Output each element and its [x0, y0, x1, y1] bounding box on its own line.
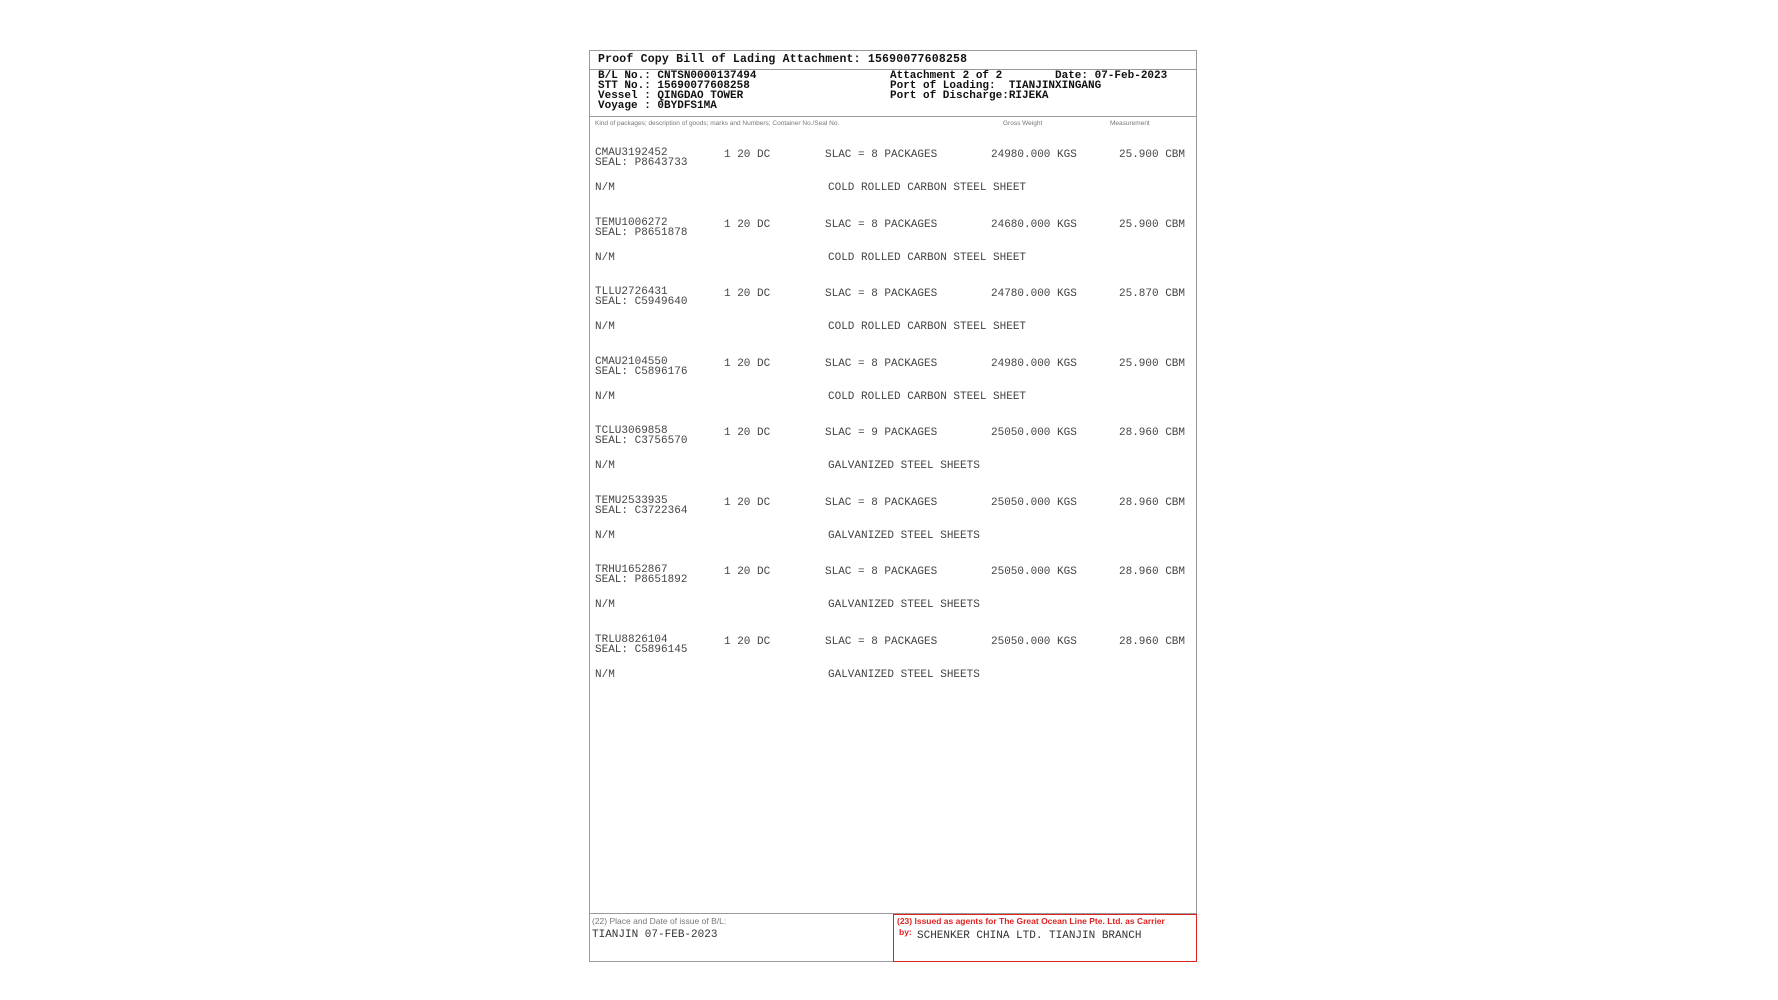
goods-description: COLD ROLLED CARBON STEEL SHEET	[828, 251, 1027, 264]
vessel: Vessel : QINGDAO TOWER	[598, 90, 744, 102]
package-count: SLAC = 8 PACKAGES	[825, 635, 938, 648]
column-header-gross-weight: Gross Weight	[1003, 120, 1043, 127]
title-bar	[590, 51, 1196, 70]
package-count: SLAC = 8 PACKAGES	[825, 149, 938, 161]
column-header-measurement: Measurement	[1110, 120, 1150, 127]
measurement: 28.960 CBM	[1119, 566, 1186, 578]
measurement: 25.900 CBM	[1119, 149, 1186, 161]
by-label: by:	[899, 927, 912, 937]
goods-description: GALVANIZED STEEL SHEETS	[828, 529, 980, 542]
package-count: SLAC = 8 PACKAGES	[825, 218, 938, 231]
marks: N/M	[595, 390, 615, 403]
container-number: CMAU2104550	[595, 355, 668, 368]
marks: N/M	[595, 251, 615, 264]
seal-number: SEAL: C5949640	[595, 296, 688, 308]
marks: N/M	[595, 668, 615, 681]
document-title: Proof Copy Bill of Lading Attachment: 15690077608258	[598, 53, 968, 66]
package-count: SLAC = 8 PACKAGES	[825, 566, 938, 578]
container-number: TRLU8826104	[595, 633, 668, 646]
place-date-label: (22) Place and Date of issue of B/L:	[592, 916, 727, 926]
package-count: SLAC = 8 PACKAGES	[825, 496, 938, 509]
seal-number: SEAL: P8651878	[595, 226, 688, 239]
gross-weight: 24780.000 KGS	[991, 288, 1077, 300]
seal-number: SEAL: P8651892	[595, 574, 688, 586]
measurement: 25.870 CBM	[1119, 288, 1186, 300]
container-number: TEMU1006272	[595, 216, 668, 229]
header-block	[590, 69, 1196, 117]
gross-weight: 25050.000 KGS	[991, 427, 1077, 439]
bl-number: B/L No.: CNTSN0000137494	[598, 70, 757, 82]
column-header-description: Kind of packages; description of goods; marks and Numbers; Container No./Seal No.	[595, 120, 840, 127]
seal-number: SEAL: C3756570	[595, 435, 688, 447]
measurement: 25.900 CBM	[1119, 357, 1186, 370]
seal-number: SEAL: C5896176	[595, 365, 688, 378]
measurement: 28.960 CBM	[1119, 635, 1186, 648]
gross-weight: 24980.000 KGS	[991, 149, 1077, 161]
seal-number: SEAL: C3722364	[595, 504, 688, 517]
port-of-loading: Port of Loading: TIANJINXINGANG	[890, 80, 1102, 92]
measurement: 25.900 CBM	[1119, 218, 1186, 231]
marks: N/M	[595, 599, 615, 611]
gross-weight: 24680.000 KGS	[991, 218, 1077, 231]
bill-of-lading-attachment-page	[589, 50, 1197, 962]
marks: N/M	[595, 460, 615, 472]
container-number: CMAU3192452	[595, 147, 668, 159]
seal-number: SEAL: P8643733	[595, 157, 688, 169]
package-count: SLAC = 8 PACKAGES	[825, 288, 938, 300]
container-number: TCLU3069858	[595, 425, 668, 437]
goods-description: GALVANIZED STEEL SHEETS	[828, 668, 980, 681]
place-date-value: TIANJIN 07-FEB-2023	[592, 929, 718, 941]
container-type: 1 20 DC	[724, 218, 771, 231]
issuer-name: SCHENKER CHINA LTD. TIANJIN BRANCH	[917, 930, 1142, 942]
goods-description: COLD ROLLED CARBON STEEL SHEET	[828, 321, 1027, 333]
gross-weight: 25050.000 KGS	[991, 566, 1077, 578]
package-count: SLAC = 9 PACKAGES	[825, 427, 938, 439]
stt-number: STT No.: 15690077608258	[598, 80, 750, 92]
package-count: SLAC = 8 PACKAGES	[825, 357, 938, 370]
container-type: 1 20 DC	[724, 357, 771, 370]
port-of-discharge: Port of Discharge:RIJEKA	[890, 90, 1049, 102]
seal-number: SEAL: C5896145	[595, 643, 688, 656]
issue-date: Date: 07-Feb-2023	[1055, 70, 1168, 82]
container-number: TEMU2533935	[595, 494, 668, 507]
attachment-count: Attachment 2 of 2	[890, 70, 1003, 82]
container-type: 1 20 DC	[724, 288, 771, 300]
gross-weight: 25050.000 KGS	[991, 496, 1077, 509]
goods-description: GALVANIZED STEEL SHEETS	[828, 460, 980, 472]
marks: N/M	[595, 182, 615, 194]
container-type: 1 20 DC	[724, 566, 771, 578]
goods-description: COLD ROLLED CARBON STEEL SHEET	[828, 390, 1027, 403]
gross-weight: 25050.000 KGS	[991, 635, 1077, 648]
goods-description: COLD ROLLED CARBON STEEL SHEET	[828, 182, 1027, 194]
container-type: 1 20 DC	[724, 427, 771, 439]
measurement: 28.960 CBM	[1119, 496, 1186, 509]
container-type: 1 20 DC	[724, 635, 771, 648]
issued-by-box	[893, 914, 1197, 962]
container-type: 1 20 DC	[724, 149, 771, 161]
marks: N/M	[595, 529, 615, 542]
goods-description: GALVANIZED STEEL SHEETS	[828, 599, 980, 611]
footer	[590, 913, 1196, 961]
issued-agents-label: (23) Issued as agents for The Great Ocean Line Pte. Ltd. as Carrier	[897, 916, 1165, 926]
container-type: 1 20 DC	[724, 496, 771, 509]
container-number: TRHU1652867	[595, 564, 668, 576]
measurement: 28.960 CBM	[1119, 427, 1186, 439]
gross-weight: 24980.000 KGS	[991, 357, 1077, 370]
marks: N/M	[595, 321, 615, 333]
container-number: TLLU2726431	[595, 286, 668, 298]
voyage: Voyage : 0BYDFS1MA	[598, 100, 717, 112]
